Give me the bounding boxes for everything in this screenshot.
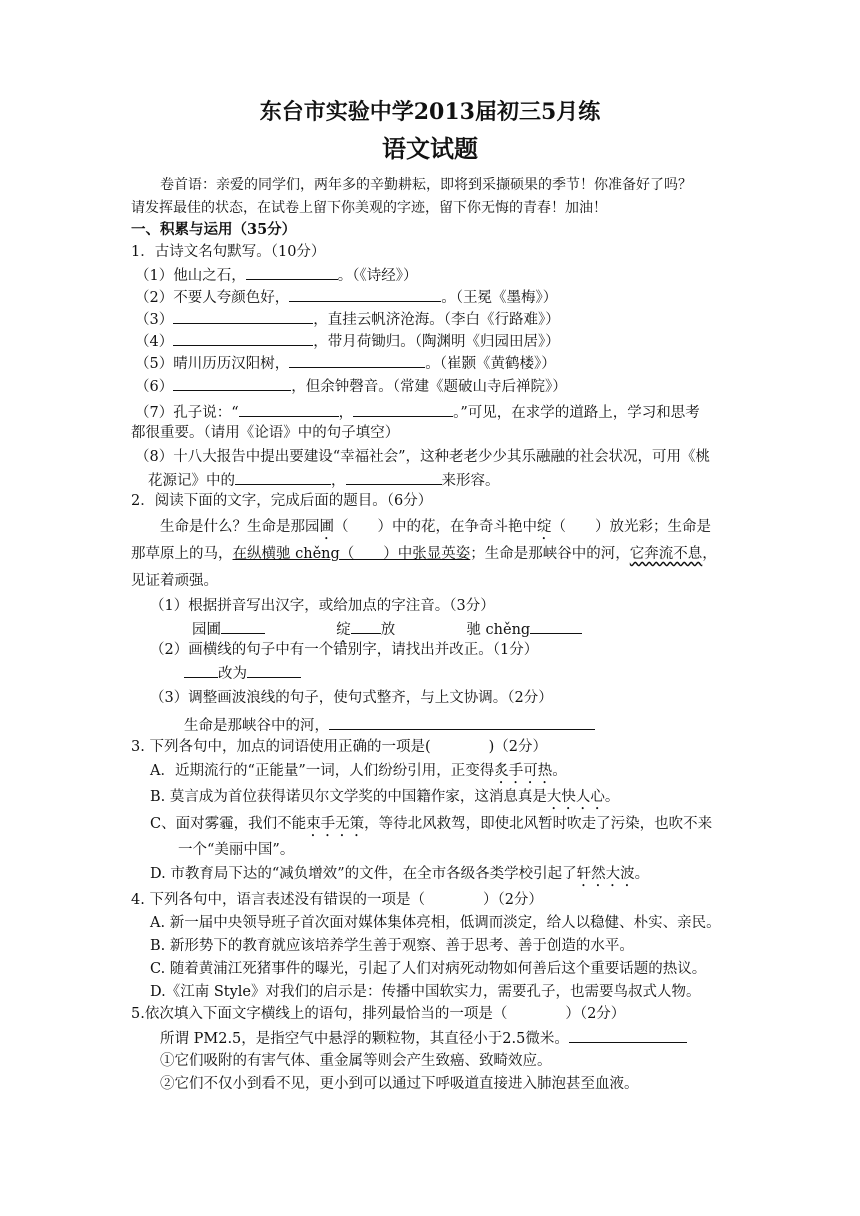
q3-option-b: B. 莫言成为首位获得诺贝尔文学奖的中国籍作家，这消息真是大快人心。 (150, 789, 620, 805)
q4-option-a: A. 新一届中央领导班子首次面对媒体集体亮相，低调而淡定，给人以稳健、朴实、亲民。 (150, 915, 721, 931)
q2-passage-1: 生命是什么？生命是那园圃（ ）中的花，在争奇斗艳中绽（ ）放光彩；生命是 (160, 519, 711, 535)
q3-option-a: A．近期流行的“正能量”一词，人们纷纷引用，正变得炙手可热。 (150, 763, 567, 779)
q1-item-2: （2）不要人夸颜色好， 。（王冕《墨梅》） (135, 286, 557, 308)
q3-option-c: C、面对雾霾，我们不能束手无策，等待北风救驾，即使北风暂时吹走了污染，也吹不来 (150, 816, 713, 832)
exam-title: 东台市实验中学2013届初三5月练 (259, 99, 601, 125)
q2-passage-3: 见证着顽强。 (131, 573, 218, 589)
q3-option-d: D. 市教育局下达的“减负增效”的文件，在全市各级各类学校引起了轩然大波。 (150, 866, 650, 882)
answer-blank[interactable] (351, 618, 381, 634)
answer-blank[interactable] (246, 264, 338, 280)
q4-stem: 4. 下列各句中，语言表述没有错误的一项是（ ）（2分） (131, 892, 543, 908)
q4-option-d: D.《江南 Style》对我们的启示是：传播中国软实力，需要孔子，也需要鸟叔式人物。 (150, 984, 701, 1000)
q1-item-3: （3） ，直挂云帆济沧海。（李白《行路难》） (135, 308, 560, 330)
q1-item-5: （5）晴川历历汉阳树， 。（崔颢《黄鹤楼》） (135, 352, 556, 374)
section-heading: 一、积累与运用（35分） (131, 221, 297, 238)
q2-passage-2: 那草原上的马，在纵横驰 chěng（ ）中张显英姿；生命是那峡谷中的河，它奔流不息， (131, 546, 717, 562)
answer-blank[interactable] (239, 401, 339, 417)
q3-stem: 3. 下列各句中，加点的词语使用正确的一项是( )（2分） (131, 739, 547, 755)
q5-sentence-2: ②它们不仅小到看不见，更小到可以通过下呼吸道直接进入肺泡甚至血液。 (160, 1076, 639, 1092)
q3-option-c-cont: 一个“美丽中国”。 (178, 842, 295, 858)
q1-item-6: （6） ，但余钟磬音。（常建《题破山寺后禅院》） (135, 375, 567, 397)
q2-sub-1: （1）根据拼音写出汉字，或给加点的字注音。（3分） (150, 598, 495, 614)
q1-item-1: （1）他山之石， 。（《诗经》） (135, 264, 417, 286)
q4-option-c: C. 随着黄浦江死猪事件的曝光，引起了人们对病死动物如何善后这个重要话题的热议。 (150, 961, 707, 977)
answer-blank[interactable] (247, 662, 301, 678)
q1-item-4: （4） ，带月荷锄归。（陶渊明《归园田居》） (135, 330, 560, 352)
answer-blank[interactable] (221, 618, 265, 634)
answer-blank[interactable] (173, 308, 313, 324)
q5-text: 所谓 PM2.5，是指空气中悬浮的颗粒物，其直径小于2.5微米。 (160, 1027, 687, 1049)
answer-blank[interactable] (346, 469, 442, 485)
intro-line-1: 卷首语：亲爱的同学们，两年多的辛勤耕耘，即将到采撷硕果的季节！你准备好了吗？ (160, 177, 692, 193)
q1-item-7: （7）孔子说：“ ， 。”可见，在求学的道路上，学习和思考 (135, 401, 700, 423)
q1-item-8: （8）十八大报告中提出要建设“幸福社会”，这种老老少少其乐融融的社会状况，可用《桃 (135, 449, 711, 465)
q2-stem: 2．阅读下面的文字，完成后面的题目。（6分） (131, 493, 433, 509)
answer-blank[interactable] (173, 375, 291, 391)
q2-sub-3-answer: 生命是那峡谷中的河， (184, 714, 595, 736)
answer-blank[interactable] (329, 714, 595, 730)
intro-line-2: 请发挥最佳的状态，在试卷上留下你美观的字迹，留下你无悔的青春！加油！ (131, 200, 607, 216)
answer-blank[interactable] (235, 469, 331, 485)
q5-sentence-1: ①它们吸附的有害气体、重金属等则会产生致癌、致畸效应。 (160, 1053, 552, 1069)
q2-sub-2-answer: 改为 (184, 662, 301, 684)
q2-sub-1-answers: 园圃 绽 放 驰 chěng (192, 618, 582, 646)
q2-sub-3: （3）调整画波浪线的句子，使句式整齐，与上文协调。（2分） (150, 690, 553, 706)
q5-stem: 5.依次填入下面文字横线上的语句，排列最恰当的一项是（ ）（2分） (131, 1006, 626, 1022)
q1-item-7-cont: 都很重要。（请用《论语》中的句子填空） (131, 425, 400, 441)
answer-blank[interactable] (353, 401, 453, 417)
answer-blank[interactable] (289, 286, 441, 302)
answer-blank[interactable] (173, 330, 313, 346)
answer-blank[interactable] (184, 662, 218, 678)
q4-option-b: B. 新形势下的教育就应该培养学生善于观察、善于思考、善于创造的水平。 (150, 938, 634, 954)
answer-blank[interactable] (530, 618, 582, 634)
q1-stem: 1．古诗文名句默写。（10分） (131, 244, 326, 260)
q1-item-8-cont: 花源记》中的 ， 来形容。 (148, 469, 500, 491)
q2-sub-2: （2）画横线的句子中有一个错别字，请找出并改正。（1分） (150, 642, 539, 658)
exam-subject: 语文试题 (382, 134, 478, 163)
answer-blank[interactable] (569, 1027, 687, 1043)
answer-blank[interactable] (289, 352, 425, 368)
